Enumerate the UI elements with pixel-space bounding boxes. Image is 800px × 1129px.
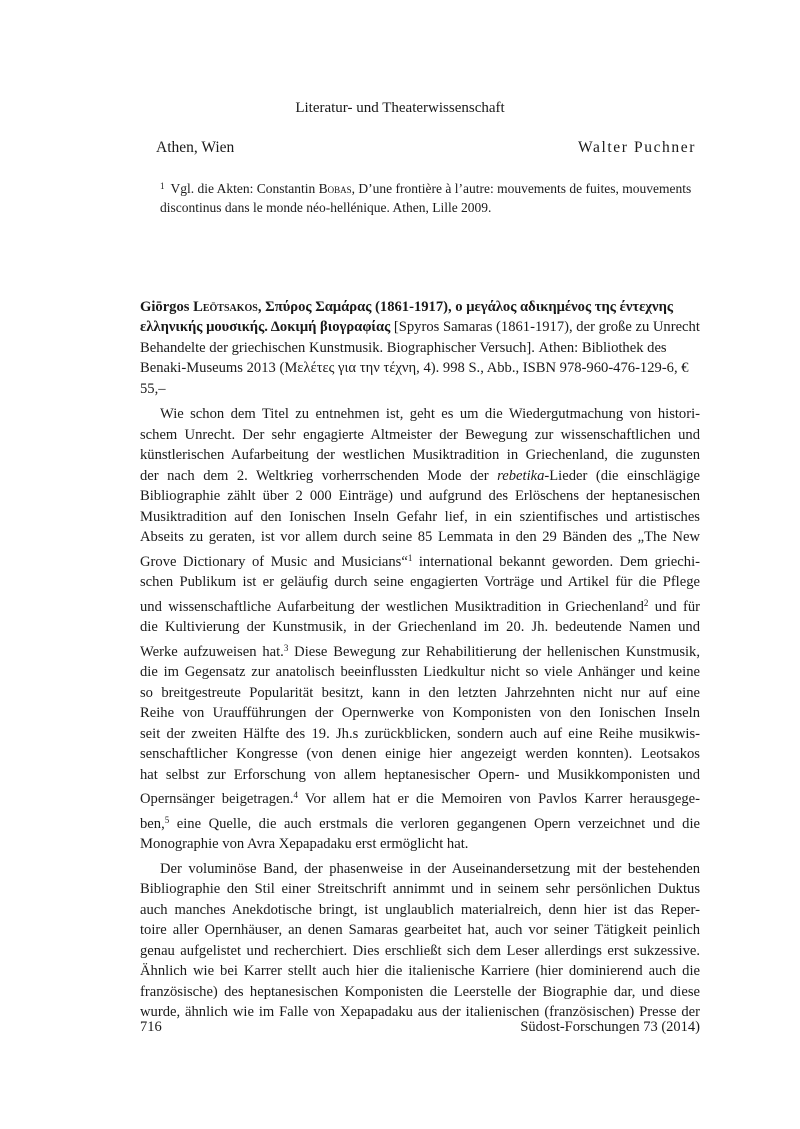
biblio-author-last: Leōtsakos xyxy=(193,299,258,315)
text-line xyxy=(140,593,700,618)
text-segment: Diese Bewegung zur Rehabilitierung der hellenischen Kunstmusik, xyxy=(288,643,700,660)
text-segment: und wissenschaftliche Aufarbeitung der westlichen Musiktradition in Griechenland xyxy=(140,598,644,615)
text-line: senschaftlicher Kongresse (von denen einige hier angezeigt werden konnten). Leotsakos xyxy=(140,746,700,762)
biblio-details-1: [Spyros Samaras (1861-1917), der große zu Unrecht Behandelte der griechischen Kunstmusik. Biographischer Versuch]. Athen: Bibliothek des Benaki-Museums 2013 ( xyxy=(140,319,700,377)
text-line: Musiktradition auf den Ionischen Inseln Gefahr lief, in ein szientifisches und artistisches xyxy=(140,508,700,525)
text-line: hat selbst zur Erforschung von allem heptanesischer Opern- und Musikkomponisten und xyxy=(140,766,700,783)
text-line: künstlerischen Aufarbeitung der westlichen Musiktradition in Griechenland, die zugunsten xyxy=(140,447,700,463)
journal-citation: Südost-Forschungen 73 (2014) xyxy=(520,1019,700,1035)
text-line xyxy=(140,810,700,835)
text-line: die im Gegensatz zur anatolisch beeinflussten Liedkultur nicht so viele Anhänger und keine xyxy=(140,664,700,680)
page-number: 716 xyxy=(140,1019,162,1035)
footnote-text-after: , D’une frontière à l’autre: mouvements de fuites, mouvements discontinus dans le monde néo-hellénique. Athen, Lille 2009. xyxy=(160,181,692,215)
review-byline xyxy=(156,139,696,157)
text-line: wurde, ähnlich wie im Falle von Xepapadaku aus der italienischen (französischen) Presse der xyxy=(140,1004,700,1020)
biblio-author-first: Giōrgos xyxy=(140,299,194,315)
text-segment: -Lieder (die einschlägige xyxy=(544,467,700,484)
footnote-ref: 2 xyxy=(643,597,649,608)
footnote-1 xyxy=(160,177,700,217)
footnote-ref: 1 xyxy=(407,552,413,563)
text-line: französische) des heptanesischen Komponisten die Leerstelle der Biographie dar, und diese xyxy=(140,983,700,1000)
footnote-ref: 4 xyxy=(293,790,298,800)
paragraph-1 xyxy=(140,404,700,855)
text-segment: Opernsänger beigetragen. xyxy=(140,791,294,807)
text-line: schem Unrecht. Der sehr engagierte Altmeister der Bewegung zur wissenschaftlichen und xyxy=(140,426,700,443)
text-segment: Grove Dictionary of Music and Musicians“ xyxy=(140,553,408,570)
text-line xyxy=(140,466,700,487)
text-line: Bibliographie den Stil einer Streitschrift annimmt und in seinem sehr persönlichen Duktus xyxy=(140,881,700,897)
text-line: auch manches Anekdotische bringt, ist unglaublich materialreich, denn hier ist das Reper- xyxy=(140,901,700,918)
text-line xyxy=(140,638,700,663)
page-footer xyxy=(140,1019,700,1036)
text-segment: und für xyxy=(648,598,700,615)
text-segment: Vor allem hat er die Memoiren von Pavlos Karrer herausgege- xyxy=(297,791,700,807)
italic-term: rebetika xyxy=(497,467,545,484)
text-segment: Werke aufzuweisen hat. xyxy=(140,643,284,660)
footnote-text-before: Vgl. die Akten: Constantin xyxy=(170,181,319,196)
text-line: so breitgestreute Popularität besitzt, kann in den letzten Jahrzehnten nicht nur auf eine xyxy=(140,684,700,701)
biblio-series: Μελέτες για την τέχνη xyxy=(284,360,417,377)
text-segment: der nach dem 2. Weltkrieg vorherrschenden Mode der xyxy=(140,467,498,484)
text-line: seit der zweiten Hälfte des 19. Jh.s zurückblicken, sondern auch auf eine Reihe musikwis- xyxy=(140,725,700,742)
footnote-author: Bobas xyxy=(318,181,352,196)
review-place: Athen, Wien xyxy=(156,139,235,156)
biblio-greek-title: , Σπύρος Σαμάρας (1861-1917), ο μεγάλος αδικημένος της έντεχνης ελληνικής μουσικής. Δοκιμή βιογραφίας xyxy=(140,299,674,336)
text-line: toire aller Opernhäuser, an denen Samaras gearbeitet hat, auch vor seiner Tätigkeit peinlich xyxy=(140,922,700,938)
text-line: Monographie von Avra Xepapadaku erst ermöglicht hat. xyxy=(140,836,469,852)
biblio-details-2: , 4). 998 S., Abb., ISBN 978-960-476-129-6, € 55,– xyxy=(140,360,689,397)
text-line: Wie schon dem Titel zu entnehmen ist, geht es um die Wiedergutmachung von histori- xyxy=(160,406,700,422)
review-body xyxy=(140,404,700,1023)
text-line: genau aufgelistet und recherchiert. Dies erschließt sich dem Leser allerdings erst sukzessive. xyxy=(140,942,700,959)
text-line: Ähnlich wie bei Karrer stellt auch hier die italienische Karriere (hier dominierend auch die xyxy=(140,963,700,979)
footnote-ref: 3 xyxy=(283,642,289,653)
running-title: Literatur- und Theaterwissenschaft xyxy=(295,100,505,116)
text-line: Reihe von Uraufführungen der Opernwerke von Komponisten von den Ionischen Inseln xyxy=(140,705,700,721)
text-line: Abseits zu geraten, ist vor allem durch seine 85 Lemmata in den 29 Bänden des „The New xyxy=(140,529,700,545)
footnote-marker: 1 xyxy=(160,181,165,191)
reviewer-name: Walter Puchner xyxy=(578,139,696,156)
text-segment: international bekannt geworden. Dem griechi- xyxy=(412,553,700,570)
paragraph-2 xyxy=(140,859,700,1023)
bibliographic-entry xyxy=(140,297,700,399)
text-line: schen Publikum ist er geläufig durch seine engagierten Vorträge und Artikel für die Pflege xyxy=(140,574,700,590)
text-line: Bibliographie zählt über 2 000 Einträge) und aufgrund des Erlöschens der heptanesischen xyxy=(140,488,700,504)
text-line xyxy=(140,548,700,573)
text-line: Der voluminöse Band, der phasenweise in der Auseinandersetzung mit der bestehenden xyxy=(160,860,700,877)
text-line xyxy=(140,785,700,810)
footnote-ref: 5 xyxy=(164,814,170,825)
text-line: die Kultivierung der Kunstmusik, in der Griechenland im 20. Jh. bedeutende Namen und xyxy=(140,619,700,635)
text-segment: eine Quelle, die auch erstmals die verloren gegangenen Opern verzeichnet und die xyxy=(169,815,700,832)
text-segment: ben, xyxy=(140,815,165,832)
